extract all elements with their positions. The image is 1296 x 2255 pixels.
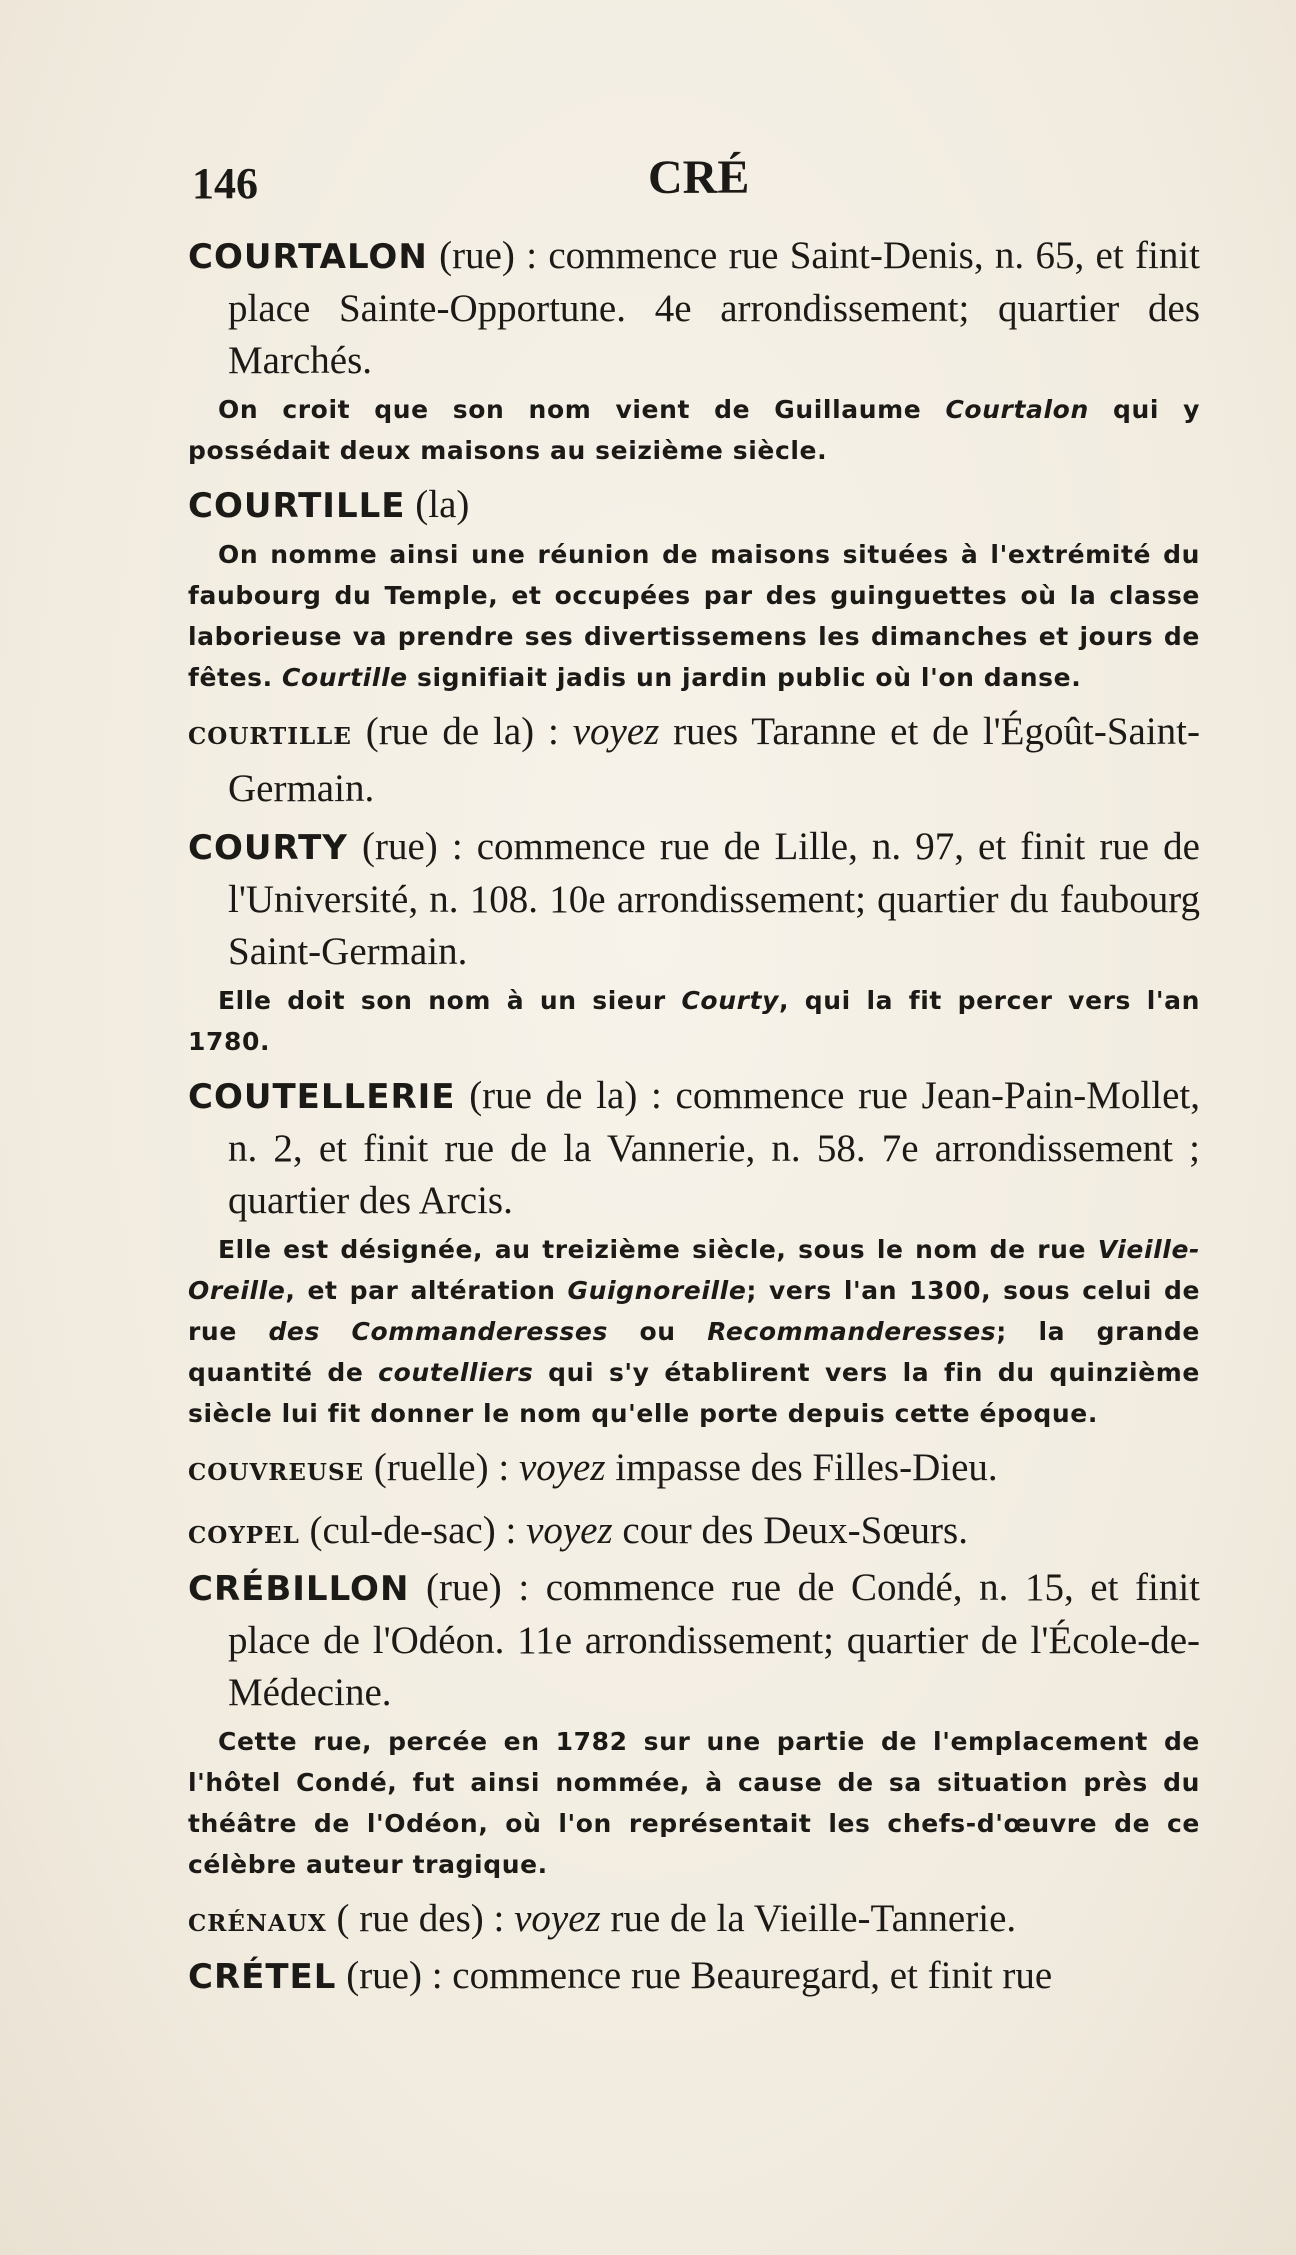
headword: COYPEL [188, 1522, 300, 1549]
note-italic: Courtille [282, 663, 408, 692]
entry-description: ( rue des) : [326, 1897, 515, 1940]
entry-coypel [188, 1505, 1200, 1562]
entry-text [188, 1950, 1200, 2003]
note-italic: des Commanderesses [268, 1317, 608, 1346]
entry-courtalon [188, 230, 1200, 471]
entry-text [188, 1562, 1200, 1719]
note-text: ou [607, 1317, 708, 1346]
entry-text [188, 706, 1200, 815]
entry-text [188, 1442, 1200, 1499]
entry-description: rue de la Vieille-Tannerie. [600, 1897, 1017, 1940]
note-text: , qui la fit percer vers l'an 1780. [188, 986, 1200, 1056]
note-text: Elle est désignée, au treizième siècle, sous le nom de rue [218, 1235, 1098, 1264]
note-text: ; la grande quantité de [188, 1317, 1200, 1387]
note-text: Elle doit son nom à un sieur [218, 986, 682, 1015]
headword: COURTALON [188, 237, 428, 277]
headword: CRÉBILLON [188, 1569, 410, 1609]
entry-description: (rue de la) : commence rue Jean-Pain-Mollet, n. 2, et finit rue de la Vannerie, n. 58. 7e arrondissement ; quartier des Arcis. [228, 1074, 1200, 1222]
entry-note [188, 534, 1200, 698]
see-reference: voyez [514, 1897, 601, 1940]
entry-text [188, 230, 1200, 387]
headword: COURTY [188, 828, 348, 868]
entry-description: (rue) : commence rue Beauregard, et finit rue [336, 1954, 1053, 1997]
see-reference: voyez [526, 1509, 613, 1552]
entry-courty [188, 821, 1200, 1062]
entry-crebillon [188, 1562, 1200, 1885]
entry-description: (rue) : commence rue de Lille, n. 97, et finit rue de l'Université, n. 108. 10e arrondissement; quartier du faubourg Saint-Germain. [228, 825, 1200, 973]
entry-crenaux [188, 1893, 1200, 1950]
headword: COURTILLE [188, 486, 406, 526]
note-italic: Courtalon [945, 395, 1089, 424]
note-italic: Courty [681, 986, 779, 1015]
note-text: ; vers l'an 1300, sous celui de rue [188, 1276, 1201, 1346]
note-text: On croit que son nom vient de Guillaume [218, 395, 946, 424]
entry-text [188, 1070, 1200, 1227]
entry-coutellerie [188, 1070, 1200, 1434]
headword: COUVREUSE [188, 1459, 365, 1486]
note-text: qui y possédait deux maisons au seizième siècle. [188, 395, 1200, 465]
note-italic: Vieille-Oreille [188, 1235, 1200, 1305]
entry-description: (la) [405, 483, 470, 526]
entry-note: Cette rue, percée en 1782 sur une partie de l'emplacement de l'hôtel Condé, fut ainsi nommée, à cause de sa situation près du théâtre de l'Odéon, où l'on représentait les chefs-d'œuvre de ce célèbre auteur tragique. [188, 1727, 1200, 1879]
entry-cretel [188, 1950, 1200, 2003]
entry-text [188, 821, 1200, 978]
note-italic: Recommanderesses [707, 1317, 997, 1346]
entry-text [188, 1893, 1200, 1950]
running-head: CRÉ [648, 151, 750, 204]
entry-description: (rue) : commence rue de Condé, n. 15, et finit place de l'Odéon. 11e arrondissement; quartier de l'École-de-Médecine. [228, 1566, 1200, 1714]
page-header [0, 150, 1296, 210]
note-text: , et par altération [285, 1276, 568, 1305]
entry-note [188, 980, 1200, 1062]
entry-description: impasse des Filles-Dieu. [605, 1446, 998, 1489]
page-body [188, 230, 1200, 2003]
entry-courtille [188, 479, 1200, 698]
headword: COUTELLERIE [188, 1077, 456, 1117]
see-reference: voyez [572, 710, 660, 753]
entry-couvreuse [188, 1442, 1200, 1499]
note-italic: Guignoreille [567, 1276, 747, 1305]
entry-description: (cul-de-sac) : [299, 1509, 527, 1552]
headword: CRÉTEL [188, 1957, 337, 1997]
entry-description: cour des Deux-Sœurs. [612, 1509, 968, 1552]
headword: COURTILLE [188, 723, 352, 750]
entry-text [188, 1505, 1200, 1562]
entry-courtille-ref [188, 706, 1200, 815]
note-text: qui s'y établirent vers la fin du quinzième siècle lui fit donner le nom qu'elle porte depuis cette époque. [188, 1358, 1200, 1428]
note-italic: coutelliers [378, 1358, 534, 1387]
entry-text [188, 479, 1200, 532]
note-text: signifiait jadis un jardin public où l'on danse. [407, 663, 1082, 692]
entry-description: rues Taranne et de l'Égoût-Saint-Germain. [228, 710, 1200, 810]
entry-description: (rue de la) : [351, 710, 573, 753]
page-number: 146 [192, 159, 258, 208]
headword: CRÉNAUX [188, 1910, 327, 1937]
entry-note [188, 1229, 1200, 1434]
note-text: On nomme ainsi une réunion de maisons situées à l'extrémité du faubourg du Temple, et occupées par des guinguettes où la classe laborieuse va prendre ses divertissemens les dimanches et jours de fêtes. [188, 540, 1200, 692]
see-reference: voyez [518, 1446, 606, 1489]
entry-description: (ruelle) : [364, 1446, 519, 1489]
entry-description: (rue) : commence rue Saint-Denis, n. 65, et finit place Sainte-Opportune. 4e arrondissement; quartier des Marchés. [228, 234, 1200, 382]
entry-note [188, 389, 1200, 471]
